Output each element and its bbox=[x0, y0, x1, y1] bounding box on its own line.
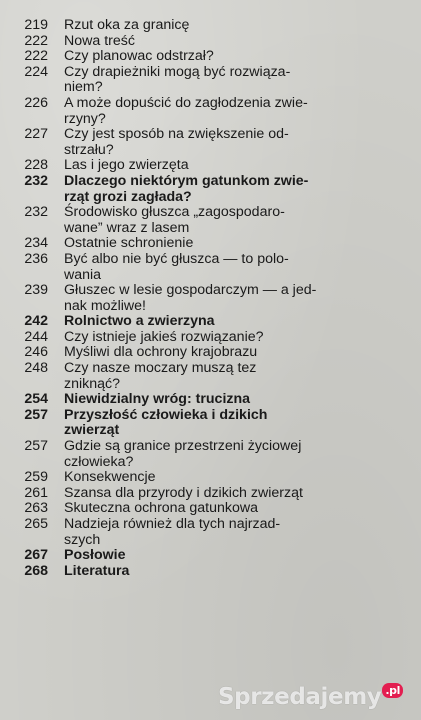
toc-page-number: 234 bbox=[24, 235, 48, 252]
toc-page-number: 265 bbox=[24, 516, 48, 532]
toc-page-number: 227 bbox=[24, 126, 48, 143]
watermark-suffix: .pl bbox=[382, 683, 403, 698]
sprzedajemy-watermark bbox=[218, 683, 403, 710]
toc-entry-title: Przyszłość człowieka i dzikich zwierząt bbox=[64, 406, 268, 439]
watermark-text: Sprzedajemy bbox=[217, 684, 382, 710]
toc-entry-title: Rolnictwo a zwierzyna bbox=[64, 313, 215, 330]
toc-entry bbox=[0, 158, 421, 174]
toc-page-number: 257 bbox=[24, 438, 48, 455]
toc-page-number: 232 bbox=[24, 172, 48, 189]
toc-entry-title: Nowa treść bbox=[64, 32, 135, 49]
toc-page-number: 254 bbox=[24, 391, 48, 408]
toc-section-entry bbox=[0, 174, 421, 205]
toc-entry-title: Rzut oka za granicę bbox=[64, 17, 190, 33]
toc-page-number: 261 bbox=[24, 484, 48, 501]
toc-entry-title: Skuteczna ochrona gatunkowa bbox=[64, 500, 259, 517]
toc-entry bbox=[0, 345, 421, 361]
toc-page-number: 222 bbox=[24, 32, 48, 49]
toc-entry-title: Posłowie bbox=[64, 547, 126, 564]
toc-entry bbox=[0, 205, 421, 236]
toc-entry-title: A może dopuścić do zagłodzenia zwie- rzyny? bbox=[64, 94, 308, 127]
toc-entry-title: Środowisko głuszca „zagospodaro- wane” wraz z lasem bbox=[64, 204, 285, 236]
toc-entry bbox=[0, 49, 421, 65]
toc-entry-title: Myśliwi dla ochrony krajobrazu bbox=[64, 344, 258, 361]
toc-page-number: 259 bbox=[24, 469, 48, 486]
toc-entry-title: Głuszec w lesie gospodarczym — a jed- nak możliwe! bbox=[64, 282, 317, 314]
toc-entry bbox=[0, 486, 421, 502]
toc-page-number: 224 bbox=[24, 63, 48, 80]
toc-entry-title: Las i jego zwierzęta bbox=[64, 157, 189, 174]
toc-page-number: 268 bbox=[24, 562, 48, 579]
toc-entry-title: Szansa dla przyrody i dzikich zwierząt bbox=[64, 484, 303, 501]
toc-entry-title: Nadzieja również dla tych najrzad- szych bbox=[64, 516, 281, 548]
toc-entry bbox=[0, 501, 421, 517]
toc-page-number: 246 bbox=[24, 344, 48, 361]
toc-page-number: 244 bbox=[24, 328, 48, 345]
toc-entry bbox=[0, 517, 421, 548]
toc-entry-title: Niewidzialny wróg: trucizna bbox=[64, 391, 251, 408]
table-of-contents bbox=[0, 18, 421, 579]
toc-page-number: 267 bbox=[24, 547, 48, 564]
toc-entry bbox=[0, 236, 421, 252]
toc-entry bbox=[0, 361, 421, 392]
toc-page-number: 226 bbox=[24, 94, 48, 111]
toc-page-number: 222 bbox=[24, 48, 48, 65]
toc-entry bbox=[0, 127, 421, 158]
toc-section-entry bbox=[0, 548, 421, 564]
toc-entry-title: Dlaczego niektórym gatunkom zwie- rząt grozi zagłada? bbox=[64, 172, 309, 205]
toc-entry bbox=[0, 34, 421, 50]
toc-section-entry bbox=[0, 564, 421, 580]
toc-entry bbox=[0, 18, 421, 34]
toc-entry bbox=[0, 283, 421, 314]
toc-entry bbox=[0, 252, 421, 283]
toc-entry-title: Ostatnie schronienie bbox=[64, 235, 194, 252]
toc-section-entry bbox=[0, 314, 421, 330]
toc-entry bbox=[0, 470, 421, 486]
toc-entry bbox=[0, 65, 421, 96]
toc-page-number: 219 bbox=[24, 17, 48, 33]
toc-page-number: 239 bbox=[24, 282, 48, 299]
toc-entry-title: Czy drapieżniki mogą być rozwiąza- niem? bbox=[64, 63, 291, 96]
toc-entry-title: Gdzie są granice przestrzeni życiowej człowieka? bbox=[64, 438, 302, 470]
toc-entry-title: Literatura bbox=[64, 562, 130, 579]
toc-section-entry bbox=[0, 392, 421, 408]
toc-entry-title: Czy jest sposób na zwiększenie od- strzału? bbox=[64, 126, 289, 158]
toc-entry bbox=[0, 439, 421, 470]
toc-entry-title: Czy istnieje jakieś rozwiązanie? bbox=[64, 328, 264, 345]
toc-entry bbox=[0, 96, 421, 127]
toc-entry-title: Czy planowac odstrzał? bbox=[64, 48, 214, 65]
toc-page-number: 242 bbox=[24, 313, 48, 330]
toc-page-number: 248 bbox=[24, 360, 48, 377]
toc-entry-title: Być albo nie być głuszca — to polo- wania bbox=[64, 250, 289, 283]
toc-page-number: 232 bbox=[24, 204, 48, 221]
toc-page-number: 236 bbox=[24, 250, 48, 267]
toc-entry-title: Czy nasze moczary muszą tez zniknąć? bbox=[64, 360, 257, 392]
toc-page-number: 257 bbox=[24, 406, 48, 423]
toc-entry bbox=[0, 330, 421, 346]
toc-entry-title: Konsekwencje bbox=[64, 469, 156, 486]
toc-section-entry bbox=[0, 408, 421, 439]
toc-page-number: 228 bbox=[24, 157, 48, 174]
toc-page-number: 263 bbox=[24, 500, 48, 517]
